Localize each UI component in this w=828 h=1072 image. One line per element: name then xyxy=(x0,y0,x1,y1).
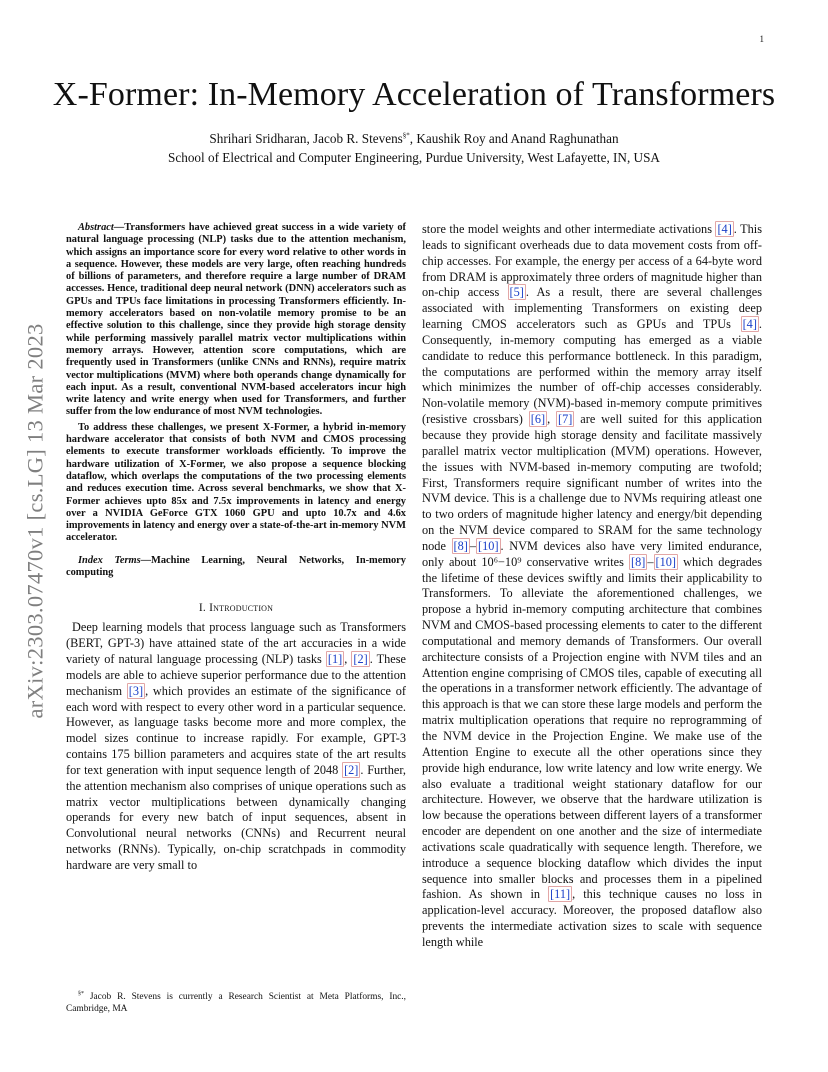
abstract xyxy=(66,222,406,545)
arxiv-identifier-text: arXiv:2303.07470v1 [cs.LG] 13 Mar 2023 xyxy=(23,323,48,719)
abstract-paragraph-2: To address these challenges, we present X-Former, a hybrid in-memory hardware accelerator that consists of both NVM and CMOS processing elements to execute transformer workloads efficiently. To improve the hardware utilization of X-Former, we also propose a sequence blocking dataflow, which overlaps the computations of the two processing elements and reduces execution time. Across several benchmarks, we show that X-Former achieves upto 85x and 7.5x improvements in latency and energy over a NVIDIA GeForce GTX 1060 GPU and upto 10.7x and 4.6x improvements in latency and energy over a state-of-the-art in-memory NVM accelerator. xyxy=(66,421,406,544)
right-column xyxy=(422,222,762,951)
citation-link[interactable]: [4] xyxy=(717,222,732,236)
author-affiliation: School of Electrical and Computer Engineering, Purdue University, West Lafayette, IN, USA xyxy=(168,150,660,165)
page-number: 1 xyxy=(759,34,764,44)
citation-link[interactable]: [2] xyxy=(353,652,368,666)
citation-link[interactable]: [5] xyxy=(509,285,524,300)
authors-first: Shrihari Sridharan, Jacob R. Stevens xyxy=(209,131,403,146)
abstract-paragraph-1: Abstract—Transformers have achieved great success in a wide variety of natural language processing (NLP) tasks due to the attention mechanism, which assigns an importance score for every word relative to other words in a sequence. However, these models are very large, often reaching hundreds of billions of parameters, and therefore require a large number of DRAM accesses. Hence, traditional deep neural network (DNN) accelerators such as GPUs and TPUs face limitations in processing Transformers efficiently. In-memory accelerators based on non-volatile memory promise to be an effective solution to this challenge, since they provide high storage density while performing massively parallel matrix vector multiplications within memory arrays. However, attention score computations, which are frequently used in Transformers (unlike CNNs and RNNs), require matrix vector multiplications (MVM) where both operands change dynamically for each input. As a result, conventional NVM-based accelerators incur high write latency and write energy when used for Transformers, and further suffer from the low endurance of most NVM technologies. xyxy=(66,222,406,418)
author-list xyxy=(0,131,828,147)
citation-link[interactable]: [3] xyxy=(128,683,144,698)
citation-link[interactable]: [4] xyxy=(742,317,757,332)
citation-link[interactable]: [11] xyxy=(550,887,571,902)
index-terms: Index Terms—Machine Learning, Neural Networks, In-memory computing xyxy=(66,554,406,579)
inline-math: 10⁶−10⁹ xyxy=(481,554,522,569)
citation-link[interactable]: [8] xyxy=(453,538,468,553)
introduction-paragraph-right: store the model weights and other intermediate activations [4] . This leads to significant overheads due to data movement costs from off-chip accesses. For example, the energy per access of a 64-byte word from DRAM is approximately three orders of magnitude higher than on-chip access [5] . As a result, there are several challenges associated with implementing Transformers on existing deep learning CMOS accelerators such as GPUs and TPUs [4] . Consequently, in-memory computing has emerged as a viable candidate to reduce this performance bottleneck. In this paradigm, the computations are performed within the memory array itself which minimizes the number of off-chip accesses considerably. Non-volatile memory (NVM)-based in-memory compute primitives (resistive crossbars) [6] , [7] are well suited for this application because they provide high storage density and facilitate massively parallel matrix vector multiplication (MVM) operations. However, the issues with NVM-based in-memory computing are twofold; First, Transformers require significant number of writes into the NVM device. This is a challenge due to NVMs requiring atleast one to two orders of magnitude higher latency and energy/bit depending on the NVM device compared to SRAM for the same technology node [8] – [10] . NVM devices also have very limited endurance, only about 10⁶−10⁹ conservative writes [8] – [10] which degrades the lifetime of these devices swiftly and limits their applicability to Transformers. To alleviate the aforementioned challenges, we propose a hybrid in-memory computing architecture that combines NVM and CMOS-based processing elements to cater to the different computational and memory demands of Transformers. Our overall architecture consists of a Projection engine with NVM tiles and an Attention engine comprising of CMOS tiles, capable of executing all the operations in a transformer network efficiently. The advantage of this approach is that we can store these large models and perform the matrix multiplication operations that require no reprogramming of the NVM device in the Projection Engine. We make use of the Attention Engine to execute all the other operations since they provide high endurance, low write latency and low write energy. We also evaluate a traditional weight stationary dataflow for our architecture. However, we observe that the hardware utilization is low because the operations between different layers of a transformer encoder are dependent on one another and the size of intermediate activations scale quadratically with sequence length. Therefore, we introduce a sequence blocking dataflow which divides the input sequence into smaller blocks and processes them in a pipelined fashion. As shown in [11] , this technique causes no loss in application-level accuracy. Moreover, the proposed dataflow also prevents the intermediate activation sizes to scale with sequence length while xyxy=(422,222,762,949)
citation-link[interactable]: [10] xyxy=(478,538,499,553)
author-footnote-mark: §* xyxy=(402,131,410,140)
citation-link[interactable]: [7] xyxy=(558,412,573,427)
citation-link[interactable]: [8] xyxy=(631,554,646,569)
introduction-paragraph-left: Deep learning models that process language such as Transformers (BERT, GPT-3) have attained state of the art accuracies in a wide variety of natural language processing (NLP) tasks [1] , [2] . These models are able to achieve superior performance due to the attention mechanism [3] , which provides an estimate of the significance of each word with respect to every other word in a particular sequence. However, as language tasks become more and more complex, the model sizes continue to increase rapidly. For example, GPT-3 contains 175 billion parameters and acquires state of the art results for text generation with input sequence length of 2048 [2] . Further, the attention mechanism also comprises of unique operations such as matrix vector multiplications between dynamically changing operands for every new batch of input sequences, absent in Convolutional neural networks (CNNs) and Recurrent neural networks (RNNs). Typically, on-chip scratchpads in commodity hardware are very small to xyxy=(66,620,406,872)
citation-link[interactable]: [6] xyxy=(530,412,546,427)
footnote: §* Jacob R. Stevens is currently a Research Scientist at Meta Platforms, Inc., Cambridge, MA xyxy=(66,991,406,1015)
left-column xyxy=(66,222,406,874)
citation-link[interactable]: [2] xyxy=(344,762,359,777)
section-heading-introduction: I. Introduction xyxy=(198,601,274,615)
footnote-mark: §* xyxy=(78,991,84,997)
arxiv-identifier-stamp xyxy=(20,284,52,758)
index-terms-label: Index Terms xyxy=(78,554,141,566)
abstract-label: Abstract xyxy=(78,222,114,233)
paper-title: X-Former: In-Memory Acceleration of Transformers xyxy=(52,76,776,113)
authors-rest: , Kaushik Roy and Anand Raghunathan xyxy=(409,131,619,146)
citation-link[interactable]: [1] xyxy=(327,652,343,666)
citation-link[interactable]: [10] xyxy=(655,554,677,569)
